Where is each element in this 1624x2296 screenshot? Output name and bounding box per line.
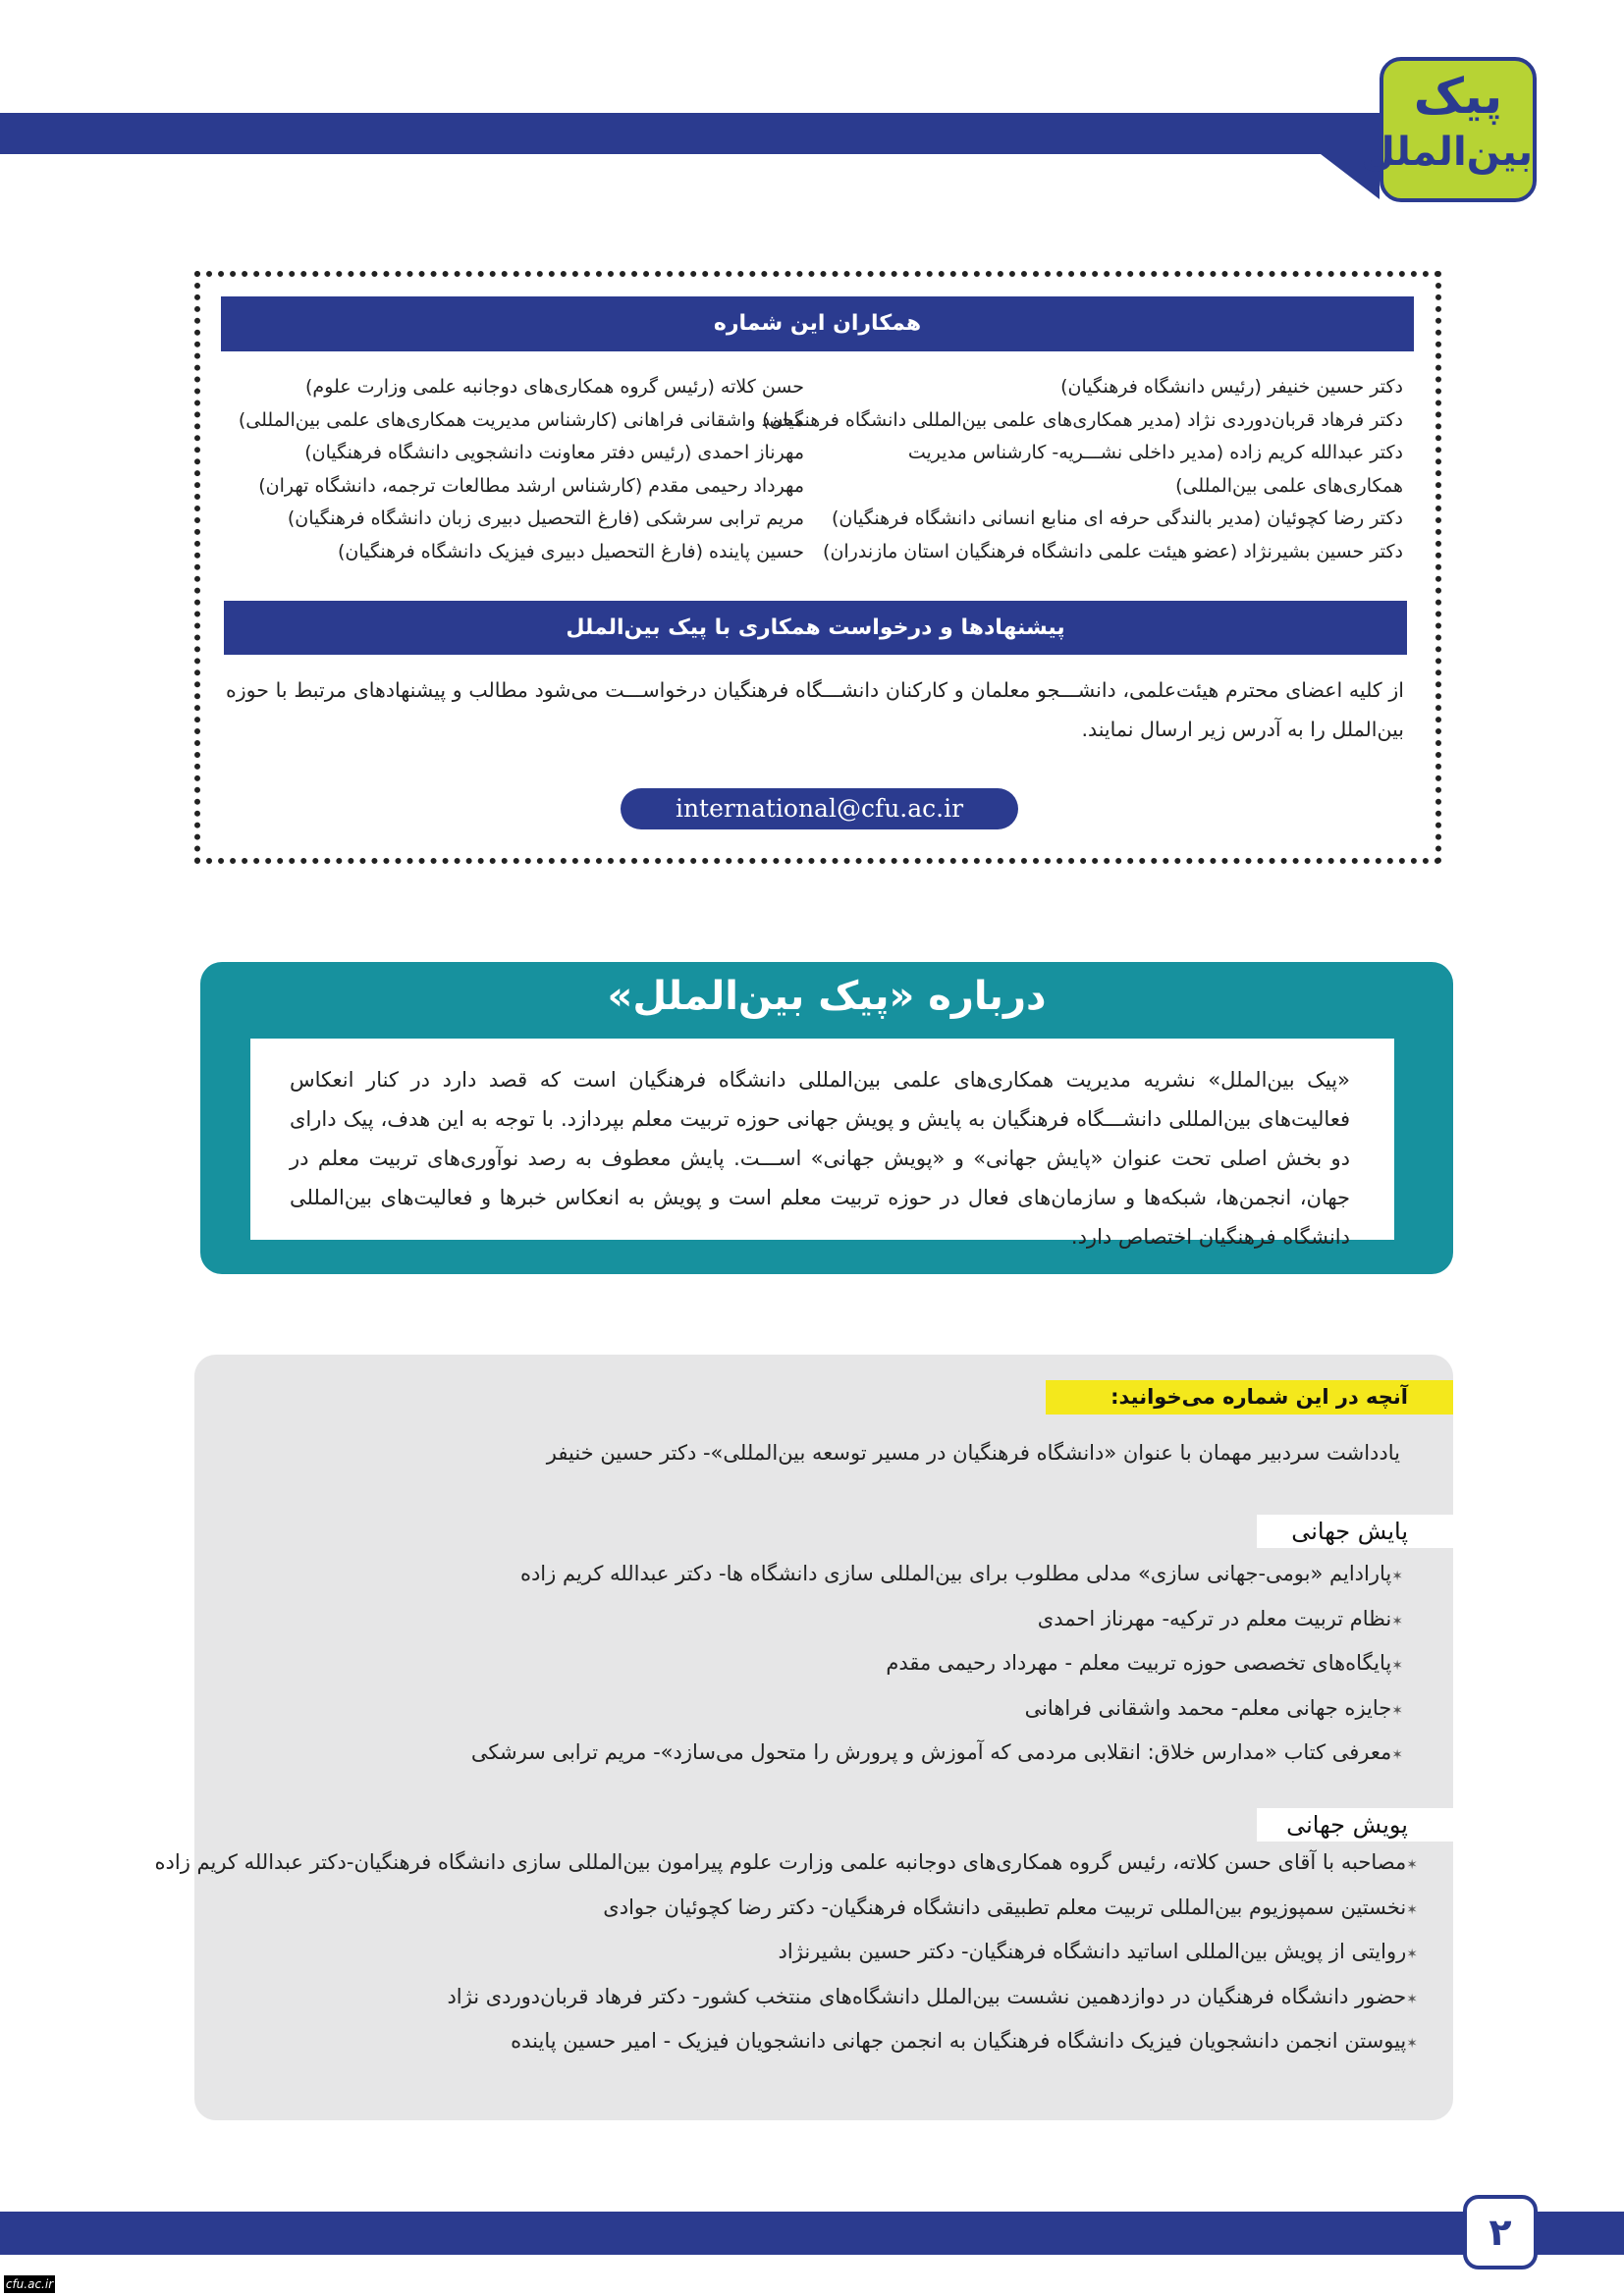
contributor-item: حسین پاینده (فارغ التحصیل دبیری فیزیک دانشگاه فرهنگیان) [338, 540, 804, 562]
contributor-item: دکتر رضا کچوئیان (مدیر بالندگی حرفه ای منابع انسانی دانشگاه فرهنگیان) [832, 507, 1403, 529]
contributor-item: حسن کلاته (رئیس گروه همکاری‌های دوجانبه علمی وزارت علوم) [305, 376, 804, 398]
contributor-item: دکتر حسین بشیرنژاد (عضو هیئت علمی دانشگاه فرهنگیان استان مازندران) [823, 540, 1403, 562]
scan-list [471, 1553, 1403, 1777]
about-title: درباره «پیک بین‌الملل» [607, 974, 1047, 1019]
contributor-item: مهرداد رحیمی مقدم (کارشناس ارشد مطالعات ترجمه، دانشگاه تهران) [258, 474, 804, 497]
section-title-survey: پویش جهانی [1286, 1811, 1408, 1839]
list-item: ✶ مصاحبه با آقای حسن کلاته، رئیس گروه همکاری‌های دوجانبه علمی وزارت علوم پیرامون بین‌المللی سازی دانشگاه فرهنگیان-دکتر عبدالله کریم زاده [155, 1842, 1419, 1887]
contributor-item: محمد واشقانی فراهانی (کارشناس مدیریت همکاری‌های علمی بین‌المللی) [238, 408, 804, 431]
site-mark: cfu.ac.ir [5, 2277, 54, 2291]
email-link[interactable]: international@cfu.ac.ir [621, 788, 1018, 829]
logo-line-2: بین‌الملل [1361, 130, 1533, 175]
list-item: ✶ حضور دانشگاه فرهنگیان در دوازدهمین نشست بین‌الملل دانشگاه‌های منتخب کشور- دکتر فرهاد قربان‌دوردی نژاد [155, 1976, 1419, 2021]
contributors-right-column [762, 371, 1403, 568]
list-item: ✶ نخستین سمپوزیوم بین‌المللی تربیت معلم تطبیقی دانشگاه فرهنگیان- دکتر رضا کچوئیان جوادی [155, 1887, 1419, 1932]
list-item: ✶ جایزه جهانی معلم- محمد واشقانی فراهانی [471, 1687, 1403, 1733]
contents-heading: آنچه در این شماره می‌خوانید: [1110, 1385, 1408, 1409]
survey-list [155, 1842, 1419, 2065]
about-text: «پیک بین‌الملل» نشریه مدیریت همکاری‌های علمی بین‌المللی دانشگاه فرهنگیان است که قصد دارد در کنار انعکاس فعالیت‌های بین‌المللی دانشـــگاه فرهنگیان به پایش و پویش جهانی حوزه تربیت معلم بپردازد. با توجه به این هدف، پیک دارای دو بخش اصلی تحت عنوان «پایش جهانی» و «پویش جهانی» اســـت. پایش معطوف به رصد نوآوری‌های تربیت معلم در جهان، انجمن‌ها، شبکه‌ها و سازمان‌های فعال در حوزه تربیت معلم است و پویش به انعکاس خبرها و فعالیت‌های بین‌المللی دانشگاه فرهنگیان اختصاص دارد. [290, 1068, 1350, 1249]
peyk-logo [1361, 57, 1537, 202]
logo-line-1: پیک [1413, 68, 1503, 125]
list-item: ✶ نظام تربیت معلم در ترکیه- مهرناز احمدی [471, 1598, 1403, 1643]
contributors-left-column [195, 371, 804, 568]
request-title: پیشنهادها و درخواست همکاری با پیک بین‌الملل [224, 601, 1407, 655]
contributor-item: دکتر فرهاد قربان‌دوردی نژاد (مدیر همکاری‌های علمی بین‌المللی دانشگاه فرهنگیان) [762, 408, 1403, 431]
list-item: ✶ پیوستن انجمن دانشجویان فیزیک دانشگاه فرهنگیان به انجمن جهانی دانشجویان فیزیک - امیر حسین پاینده [155, 2020, 1419, 2065]
list-item: ✶ معرفی کتاب «مدارس خلاق: انقلابی مردمی که آموزش و پرورش را متحول می‌سازد»- مریم ترابی سرشکی [471, 1732, 1403, 1777]
contributor-item: دکتر حسین خنیفر (رئیس دانشگاه فرهنگیان) [1060, 376, 1403, 398]
editorial-line: یادداشت سردبیر مهمان با عنوان «دانشگاه فرهنگیان در مسیر توسعه بین‌المللی»- دکتر حسین خنیفر [546, 1441, 1400, 1465]
page-number: ۲ [1463, 2195, 1538, 2269]
list-item: ✶ روایتی از پویش بین‌المللی اساتید دانشگاه فرهنگیان- دکتر حسین بشیرنژاد [155, 1931, 1419, 1976]
contributors-title: همکاران این شماره [221, 296, 1414, 351]
list-item: ✶ پایگاه‌های تخصصی حوزه تربیت معلم - مهرداد رحیمی مقدم [471, 1642, 1403, 1687]
section-title-scan: پایش جهانی [1291, 1518, 1408, 1545]
contributor-item: مریم ترابی سرشکی (فارغ التحصیل دبیری زبان دانشگاه فرهنگیان) [287, 507, 804, 529]
request-text: از کلیه اعضای محترم هیئت‌علمی، دانشـــجو معلمان و کارکنان دانشـــگاه فرهنگیان درخواســـت می‌شود مطالب و پیشنهادهای مرتبط با حوزه بین‌الملل را به آدرس زیر ارسال نمایند. [226, 678, 1404, 741]
contributor-item: مهرناز احمدی (رئیس دفتر معاونت دانشجویی دانشگاه فرهنگیان) [304, 442, 804, 463]
list-item: ✶ پارادایم «بومی-جهانی سازی» مدلی مطلوب برای بین‌المللی سازی دانشگاه ها- دکتر عبدالله کریم زاده [471, 1553, 1403, 1598]
footer-band [0, 2212, 1624, 2255]
header-band [0, 113, 1404, 154]
contributor-item: دکتر عبدالله کریم زاده (مدیر داخلی نشـــریه- کارشناس مدیریت همکاری‌های علمی بین‌المللی) [907, 442, 1403, 497]
